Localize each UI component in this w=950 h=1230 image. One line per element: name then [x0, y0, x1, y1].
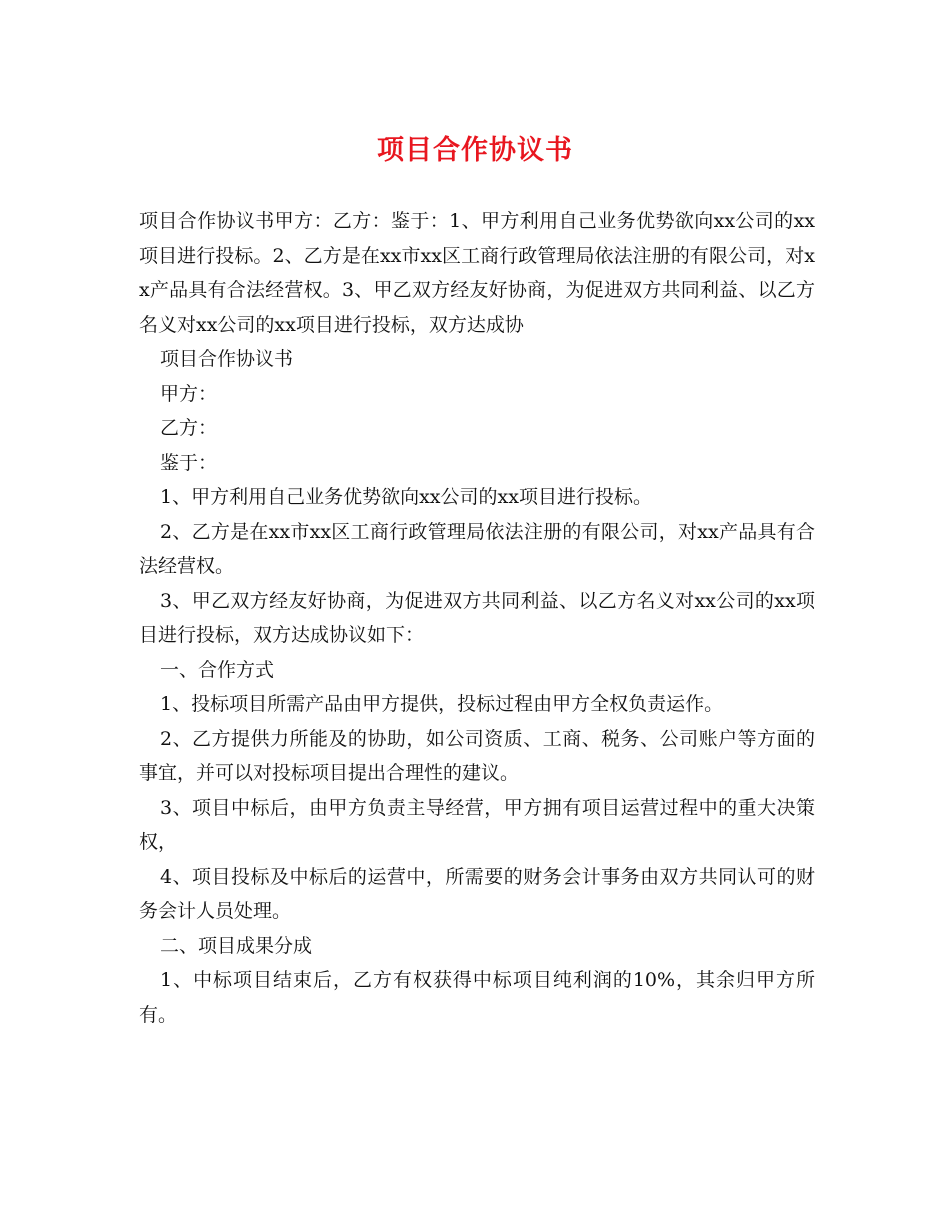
whereas-item-2: 2、乙方是在xx市xx区工商行政管理局依法注册的有限公司，对xx产品具有合法经营权。 — [139, 520, 815, 577]
party-a-label: 甲方： — [160, 382, 218, 405]
whereas-item-1: 1、甲方利用自己业务优势欲向xx公司的xx项目进行投标。 — [160, 486, 652, 508]
cooperation-item-4: 4、项目投标及中标后的运营中，所需要的财务会计事务由双方共同认可的财务会计人员处理。 — [139, 865, 815, 922]
whereas-item-3: 3、甲乙双方经友好协商，为促进双方共同利益、以乙方名义对xx公司的xx项目进行投标，双方达成协议如下： — [139, 589, 815, 646]
summary-paragraph: 项目合作协议书甲方：乙方：鉴于：1、甲方利用自己业务优势欲向xx公司的xx项目进行投标。2、乙方是在xx市xx区工商行政管理局依法注册的有限公司，对xx产品具有合法经营权。3、甲乙双方经友好协商，为促进双方共同利益、以乙方名义对xx公司的xx项目进行投标，双方达成协 — [139, 210, 815, 336]
cooperation-item-2: 2、乙方提供力所能及的协助，如公司资质、工商、税务、公司账户等方面的事宜，并可以对投标项目提出合理性的建议。 — [139, 727, 815, 784]
document-title: 项目合作协议书 — [377, 135, 573, 166]
document-body — [139, 204, 815, 1032]
party-b-label: 乙方： — [160, 417, 218, 439]
section-heading-cooperation: 一、合作方式 — [160, 658, 275, 681]
cooperation-item-1: 1、投标项目所需产品由甲方提供，投标过程由甲方全权负责运作。 — [160, 693, 724, 715]
whereas-label: 鉴于： — [160, 451, 218, 474]
profit-sharing-item-1: 1、中标项目结束后，乙方有权获得中标项目纯利润的10%，其余归甲方所有。 — [139, 969, 815, 1026]
section-heading-profit-sharing: 二、项目成果分成 — [160, 934, 313, 957]
agreement-heading: 项目合作协议书 — [160, 348, 294, 370]
cooperation-item-3: 3、项目中标后，由甲方负责主导经营，甲方拥有项目运营过程中的重大决策权， — [139, 796, 815, 853]
